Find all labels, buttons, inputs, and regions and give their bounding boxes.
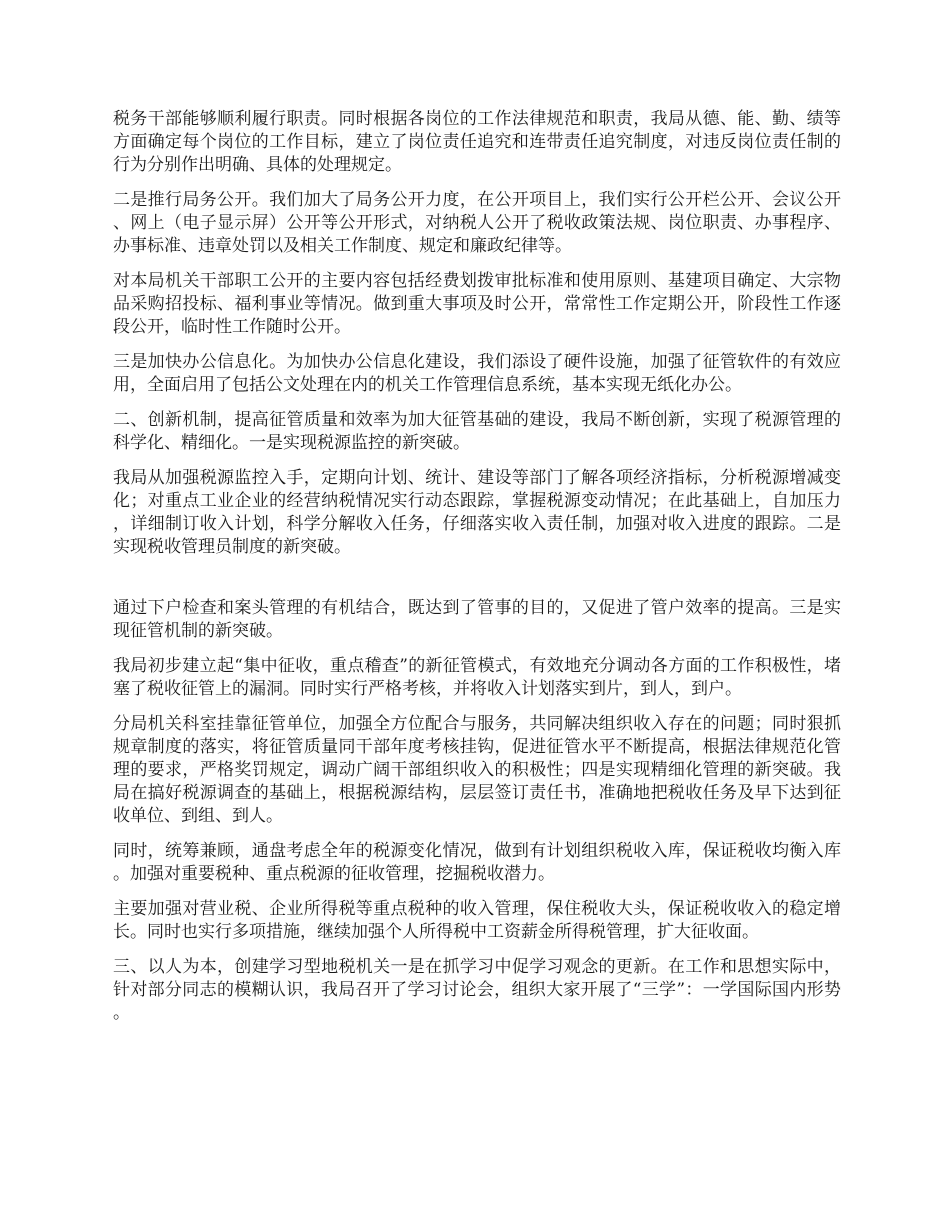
paragraph: 税务干部能够顺利履行职责。同时根据各岗位的工作法律规范和职责，我局从德、能、勤、绩等方面确定每个岗位的工作目标，建立了岗位责任追究和连带责任追究制度，对违反岗位责任制的行为分别作出明确、具体的处理规定。 xyxy=(113,109,841,175)
paragraph: 主要加强对营业税、企业所得税等重点税种的收入管理，保住税收大头，保证税收收入的稳定增长。同时也实行多项措施，继续加强个人所得税中工资薪金所得税管理，扩大征收面。 xyxy=(113,899,841,942)
paragraph: 二是推行局务公开。我们加大了局务公开力度，在公开项目上，我们实行公开栏公开、会议公开、网上（电子显示屏）公开等公开形式，对纳税人公开了税收政策法规、岗位职责、办事程序、办事标准、违章处罚以及相关工作制度、规定和廉政纪律等。 xyxy=(113,190,841,256)
paragraph: 同时，统筹兼顾，通盘考虑全年的税源变化情况，做到有计划组织税收入库，保证税收均衡入库。加强对重要税种、重点税源的征收管理，挖掘税收潜力。 xyxy=(113,841,841,884)
document-page xyxy=(113,108,841,1037)
paragraph: 我局从加强税源监控入手，定期向计划、统计、建设等部门了解各项经济指标，分析税源增减变化；对重点工业企业的经营纳税情况实行动态跟踪，掌握税源变动情况；在此基础上，自加压力，详细制订收入计划，科学分解收入任务，仔细落实收入责任制，加强对收入进度的跟踪。二是实现税收管理员制度的新突破。 xyxy=(113,468,841,557)
paragraph: 我局初步建立起“集中征收，重点稽查”的新征管模式，有效地充分调动各方面的工作积极性，堵塞了税收征管上的漏洞。同时实行严格考核，并将收入计划落实到片，到人，到户。 xyxy=(113,656,841,699)
paragraph: 对本局机关干部职工公开的主要内容包括经费划拨审批标准和使用原则、基建项目确定、大宗物品采购招投标、福利事业等情况。做到重大事项及时公开，常常性工作定期公开，阶段性工作逐段公开，临时性工作随时公开。 xyxy=(113,271,841,337)
paragraph: 二、创新机制，提高征管质量和效率为加大征管基础的建设，我局不断创新，实现了税源管理的科学化、精细化。一是实现税源监控的新突破。 xyxy=(113,410,841,453)
paragraph: 通过下户检查和案头管理的有机结合，既达到了管事的目的，又促进了管户效率的提高。三是实现征管机制的新突破。 xyxy=(113,598,841,641)
paragraph: 分局机关科室挂靠征管单位，加强全方位配合与服务，共同解决组织收入存在的问题；同时狠抓规章制度的落实，将征管质量同干部年度考核挂钩，促进征管水平不断提高，根据法律规范化管理的要求，严格奖罚规定，调动广阔干部组织收入的积极性；四是实现精细化管理的新突破。我局在搞好税源调查的基础上，根据税源结构，层层签订责任书，准确地把税收任务及早下达到征收单位、到组、到人。 xyxy=(113,714,841,826)
paragraph: 三是加快办公信息化。为加快办公信息化建设，我们添设了硬件设施，加强了征管软件的有效应用，全面启用了包括公文处理在内的机关工作管理信息系统，基本实现无纸化办公。 xyxy=(113,352,841,395)
paragraph: 三、以人为本，创建学习型地税机关一是在抓学习中促学习观念的更新。在工作和思想实际中，针对部分同志的模糊认识，我局召开了学习讨论会，组织大家开展了“三学”：一学国际国内形势。 xyxy=(113,957,841,1023)
